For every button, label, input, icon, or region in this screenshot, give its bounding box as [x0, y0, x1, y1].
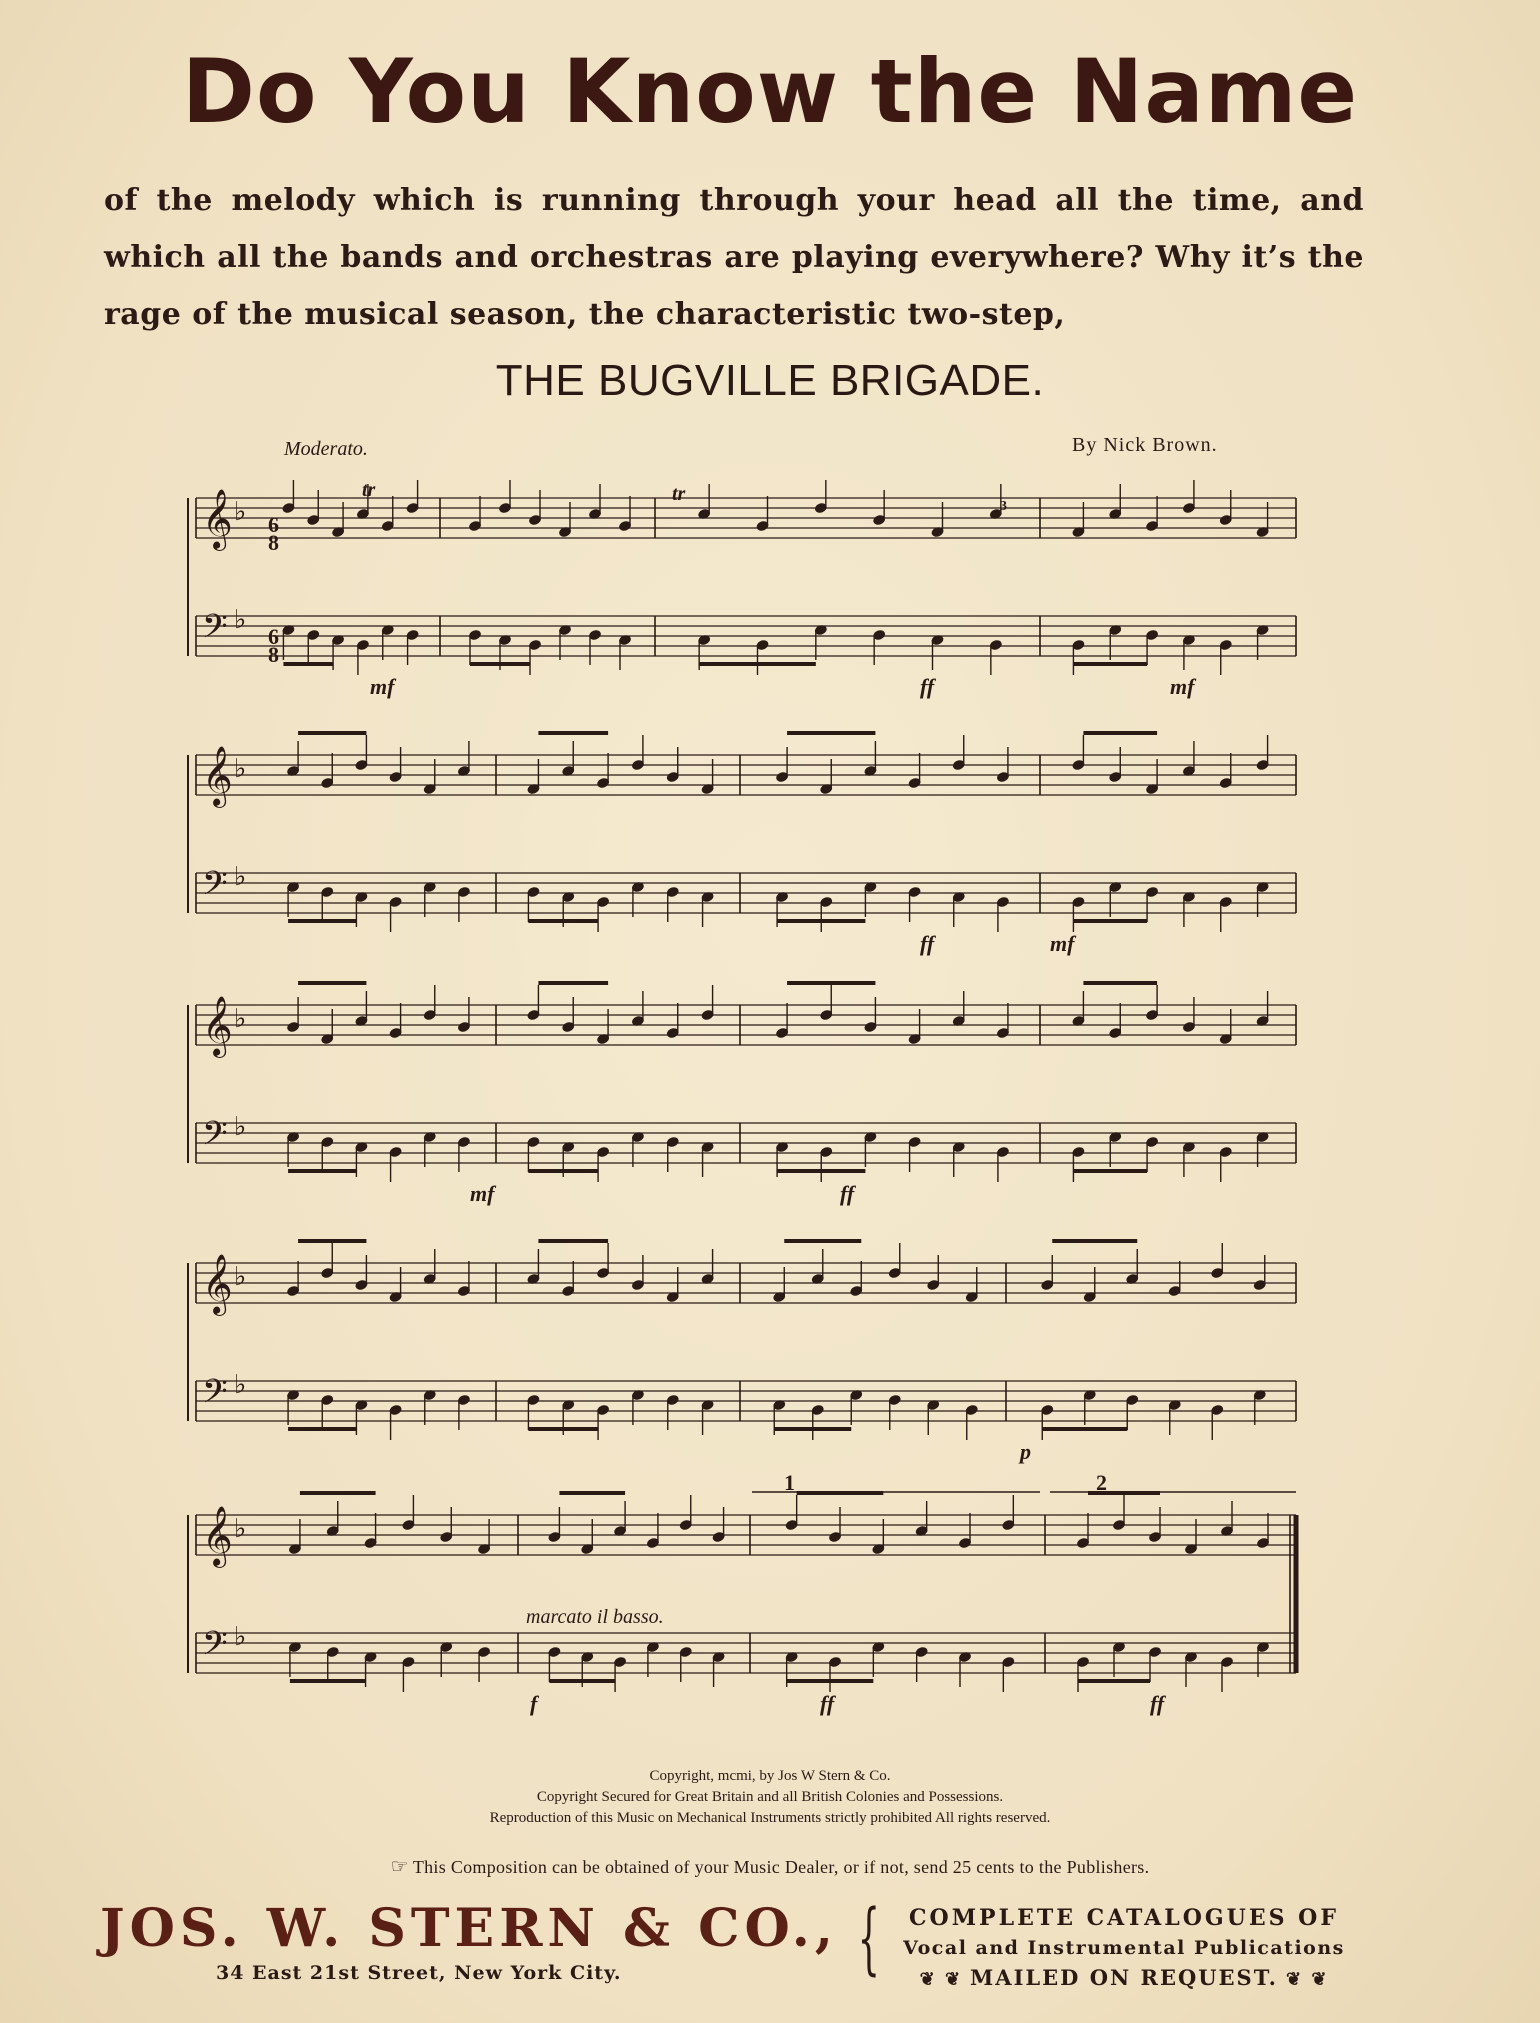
dynamic-marking: mf: [1170, 674, 1195, 699]
tempo-marking: Moderato.: [284, 438, 368, 460]
dynamic-marking: ff: [820, 1691, 835, 1716]
publisher-name: JOS. W. STERN & CO.,: [100, 1898, 838, 1959]
dynamic-marking: ff: [920, 674, 935, 699]
bass-clef-icon: 𝄢: [202, 865, 228, 911]
bass-clef-icon: 𝄢: [202, 1115, 228, 1161]
time-signature-bottom: 8: [268, 530, 279, 555]
flat-key-icon: ♭: [234, 1514, 247, 1544]
treble-clef-icon: 𝄞: [202, 746, 233, 806]
catalogue-line-3: [884, 1963, 1364, 1995]
treble-clef-icon: 𝄞: [202, 996, 233, 1056]
flat-key-icon: ♭: [234, 1112, 247, 1142]
flat-key-icon: ♭: [234, 1370, 247, 1400]
volta-number: 1: [784, 1470, 795, 1495]
bass-clef-icon: 𝄢: [202, 1373, 228, 1419]
trill-marking: tr: [362, 480, 376, 501]
flat-key-icon: ♭: [234, 1262, 247, 1292]
page-heading: Do You Know the Name: [181, 40, 1359, 143]
copyright-line: Reproduction of this Music on Mechanical Instruments strictly prohibited All rights reserved.: [489, 1810, 1051, 1826]
intro-paragraph: of the melody which is running through your head all the time, and which all the bands and orchestras are playing everywhere? Why it’s the rage of the musical season, the characteristic two-step,: [104, 183, 1364, 332]
catalogue-line: COMPLETE CATALOGUES OF: [909, 1905, 1339, 1931]
catalogue-line: MAILED ON REQUEST.: [970, 1965, 1278, 1990]
song-title: THE BUGVILLE BRIGADE.: [495, 356, 1045, 405]
dynamic-marking: f: [530, 1691, 538, 1716]
copyright-block: [0, 1766, 1540, 1829]
triplet-marker: 3: [1000, 499, 1007, 514]
fleuron-icon: ❦ ❦: [1285, 1969, 1329, 1990]
treble-clef-icon: 𝄞: [202, 1506, 233, 1566]
dynamic-marking: p: [1020, 1439, 1031, 1464]
dynamic-marking: mf: [470, 1181, 495, 1206]
flat-key-icon: ♭: [234, 497, 247, 527]
treble-clef-icon: 𝄞: [202, 1254, 233, 1314]
publisher-address: 34 East 21st Street, New York City.: [216, 1962, 622, 1984]
time-signature-top: 6: [268, 624, 279, 649]
copyright-line: Copyright, mcmi, by Jos W Stern & Co.: [649, 1768, 891, 1784]
notice-text: This Composition can be obtained of your Music Dealer, or if not, send 25 cents to the Publishers.: [412, 1857, 1150, 1877]
catalogue-notice: [884, 1903, 1364, 1995]
volta-number: 2: [1096, 1470, 1107, 1495]
flat-key-icon: ♭: [234, 862, 247, 892]
time-signature-top: 6: [268, 512, 279, 537]
bass-clef-icon: 𝄢: [202, 608, 228, 654]
copyright-line: Copyright Secured for Great Britain and all British Colonies and Possessions.: [536, 1789, 1004, 1805]
expression-marking: marcato il basso.: [526, 1606, 664, 1628]
music-score: [0, 480, 1540, 1750]
bass-clef-icon: 𝄢: [202, 1625, 228, 1671]
flat-key-icon: ♭: [234, 1004, 247, 1034]
flat-key-icon: ♭: [234, 1622, 247, 1652]
dynamic-marking: ff: [920, 931, 935, 956]
treble-clef-icon: 𝄞: [202, 489, 233, 549]
dynamic-marking: mf: [370, 674, 395, 699]
time-signature-bottom: 8: [268, 642, 279, 667]
catalogue-line: Vocal and Instrumental Publications: [903, 1937, 1345, 1959]
pointing-hand-icon: ☞: [390, 1856, 409, 1878]
purchase-notice: [0, 1854, 1540, 1879]
dynamic-marking: ff: [1150, 1691, 1165, 1716]
trill-marking: tr: [672, 483, 686, 505]
composer-credit: By Nick Brown.: [1072, 434, 1218, 456]
dynamic-marking: mf: [1050, 931, 1075, 956]
flat-key-icon: ♭: [234, 605, 247, 635]
dynamic-marking: ff: [840, 1181, 855, 1206]
brace-icon: {: [857, 1894, 880, 1984]
flat-key-icon: ♭: [234, 754, 247, 784]
fleuron-icon: ❦ ❦: [919, 1969, 963, 1990]
